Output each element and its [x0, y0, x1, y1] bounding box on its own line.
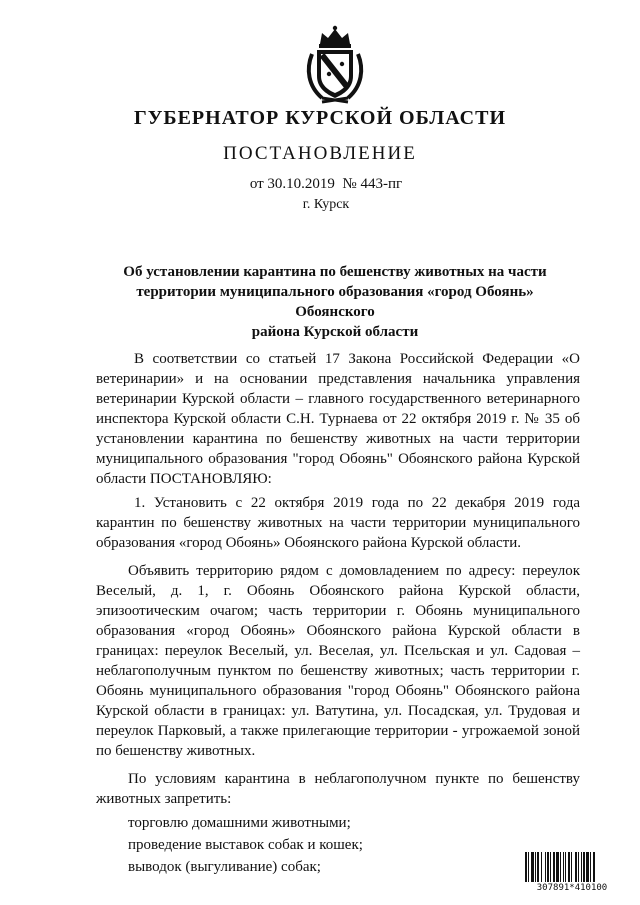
barcode-bar: [568, 852, 570, 882]
clause-1-paragraph: 1. Установить с 22 октября 2019 года по 22 декабря 2019 года карантин по бешенству животных на части территории муниципального образования «город Обоянь» Обоянского района Курской области.: [96, 495, 580, 551]
territory-paragraph: Объявить территорию рядом с домовладением по адресу: переулок Веселый, д. 1, г. Обоянь Обоянского района Курской области, эпизоотическим очагом; часть территории г. Обоянь муниципального образования «город Обоянь» Обоянского района Курской области в границах: переулок Веселый, ул. Веселая, ул. Псельская и ул. Садовая – неблагополучным пунктом по бешенству животных; часть территории г. Обоянь муниципального образования "город Обоянь" Обоянского района Курской области в границах: ул. Ватутина, ул. Посадская, ул. Трудовая и переулок Парковый, а также прилегающие территории - угрожаемой зоной по бешенству животных.: [96, 563, 580, 759]
barcode-bar: [550, 852, 551, 882]
barcode-bar: [547, 852, 549, 882]
barcode-bar: [571, 852, 572, 882]
barcode-bar: [563, 852, 564, 882]
document-body: [96, 349, 580, 877]
prohibition-item: выводок (выгуливание) собак;: [128, 859, 321, 875]
document-title: [100, 262, 570, 342]
document-city: г. Курск: [302, 197, 350, 212]
preamble-paragraph: В соответствии со статьей 17 Закона Российской Федерации «О ветеринарии» и на основании представления начальника управления ветеринарии Курской области – главного государственного ветеринарного инспектора Курской области С.Н. Турнаева от 22 октября 2019 г. № 35 об установлении карантина по бешенству животных на части территории муниципального образования "город Обоянь" Обоянского района Курской области ПОСТАНОВЛЯЮ:: [96, 351, 580, 487]
barcode-number: 307891*410100: [536, 883, 608, 893]
authority-heading: ГУБЕРНАТОР КУРСКОЙ ОБЛАСТИ: [133, 107, 507, 129]
barcode-bar: [535, 852, 536, 882]
coat-of-arms-icon: [302, 24, 368, 106]
prohibition-item: проведение выставок собак и кошек;: [128, 837, 363, 853]
barcode-bar: [565, 852, 566, 882]
barcode-bars-icon: [525, 852, 619, 882]
barcode-bar: [553, 852, 555, 882]
barcode: [525, 852, 619, 894]
barcode-bar: [560, 852, 561, 882]
document-date-number: от 30.10.2019 № 443-пг: [249, 176, 403, 192]
barcode-bar: [578, 852, 579, 882]
prohibitions-intro: По условиям карантина в неблагополучном пункте по бешенству животных запретить:: [96, 771, 580, 807]
barcode-bar: [545, 852, 546, 882]
barcode-bar: [525, 852, 527, 882]
barcode-bar: [590, 852, 591, 882]
barcode-bar: [528, 852, 529, 882]
title-line: района Курской области: [251, 324, 419, 340]
barcode-bar: [586, 852, 589, 882]
barcode-bar: [581, 852, 582, 882]
barcode-bar: [575, 852, 577, 882]
barcode-bar: [541, 852, 542, 882]
title-line: Об установлении карантина по бешенству животных на части: [123, 264, 547, 280]
prohibition-item: торговлю домашними животными;: [128, 815, 351, 831]
title-line: территории муниципального образования «город Обоянь» Обоянского: [136, 284, 534, 320]
barcode-bar: [556, 852, 559, 882]
barcode-bar: [593, 852, 595, 882]
barcode-bar: [583, 852, 585, 882]
barcode-bar: [537, 852, 539, 882]
document-type: ПОСТАНОВЛЕНИЕ: [223, 143, 417, 164]
barcode-bar: [531, 852, 534, 882]
